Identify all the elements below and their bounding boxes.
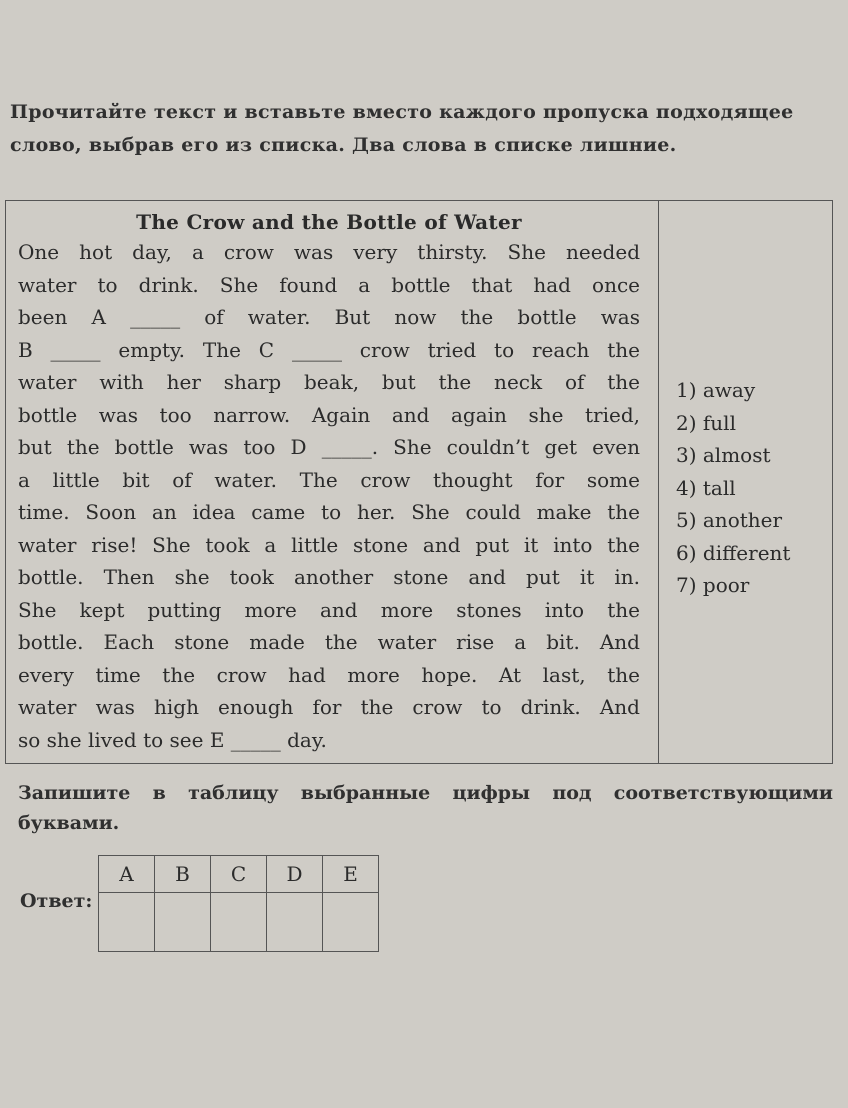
option-item: 3) almost bbox=[676, 443, 771, 467]
story-line: water was high enough for the crow to drink. And bbox=[18, 695, 640, 719]
story-line: time. Soon an idea came to her. She could make the bbox=[18, 500, 640, 524]
story-line: but the bottle was too D _____. She couldn’t get even bbox=[18, 435, 640, 459]
answer-instruction-line-2: буквами. bbox=[18, 812, 120, 834]
option-item: 7) poor bbox=[676, 573, 750, 597]
answer-cell-d[interactable] bbox=[267, 893, 323, 952]
answer-label: Ответ: bbox=[20, 890, 93, 912]
answer-cell-a[interactable] bbox=[99, 893, 155, 952]
story-line: every time the crow had more hope. At last, the bbox=[18, 662, 640, 687]
story-line: She kept putting more and more stones into the bbox=[18, 597, 640, 622]
story-line: water with her sharp beak, but the neck of the bbox=[18, 370, 640, 394]
answer-header-e: E bbox=[323, 856, 379, 893]
answer-cell-e[interactable] bbox=[323, 893, 379, 952]
task-table bbox=[5, 200, 833, 764]
answer-header-b: B bbox=[155, 856, 211, 893]
instruction-line-1: Прочитайте текст и вставьте вместо каждого пропуска подходящее bbox=[10, 101, 794, 123]
option-item: 1) away bbox=[676, 378, 756, 402]
answer-header-c: C bbox=[211, 856, 267, 893]
answer-input-row bbox=[99, 893, 379, 952]
option-item: 4) tall bbox=[676, 475, 736, 500]
story-line: a little bit of water. The crow thought for some bbox=[18, 467, 640, 492]
story-text bbox=[18, 208, 640, 756]
word-options-list bbox=[676, 374, 790, 602]
answer-instruction bbox=[18, 778, 833, 838]
answer-header-row bbox=[99, 856, 379, 893]
instruction-line-2: слово, выбрав его из списка. Два слова в списке лишние. bbox=[10, 134, 677, 156]
story-line: One hot day, a crow was very thirsty. She needed bbox=[18, 240, 640, 264]
column-divider bbox=[658, 201, 659, 763]
story-line: been A _____ of water. But now the bottle was bbox=[18, 305, 640, 329]
story-line: so she lived to see E _____ day. bbox=[18, 727, 327, 752]
story-line: bottle. Then she took another stone and put it in. bbox=[18, 565, 640, 589]
option-item: 5) another bbox=[676, 508, 783, 532]
task-instruction bbox=[10, 96, 840, 162]
answer-cell-b[interactable] bbox=[155, 893, 211, 952]
answer-instruction-line-1: Запишите в таблицу выбранные цифры под соответствующими bbox=[18, 782, 833, 804]
answer-header-d: D bbox=[267, 856, 323, 893]
answer-header-a: A bbox=[99, 856, 155, 893]
story-line: water rise! She took a little stone and put it into the bbox=[18, 532, 640, 557]
answer-table bbox=[98, 855, 379, 952]
answer-cell-c[interactable] bbox=[211, 893, 267, 952]
option-item: 6) different bbox=[676, 540, 791, 565]
story-line: bottle. Each stone made the water rise a bit. And bbox=[18, 630, 640, 654]
option-item: 2) full bbox=[676, 410, 736, 435]
story-line: B _____ empty. The C _____ crow tried to reach the bbox=[18, 337, 640, 362]
story-line: bottle was too narrow. Again and again she tried, bbox=[18, 402, 640, 427]
story-title: The Crow and the Bottle of Water bbox=[136, 210, 522, 234]
story-line: water to drink. She found a bottle that had once bbox=[18, 272, 640, 297]
